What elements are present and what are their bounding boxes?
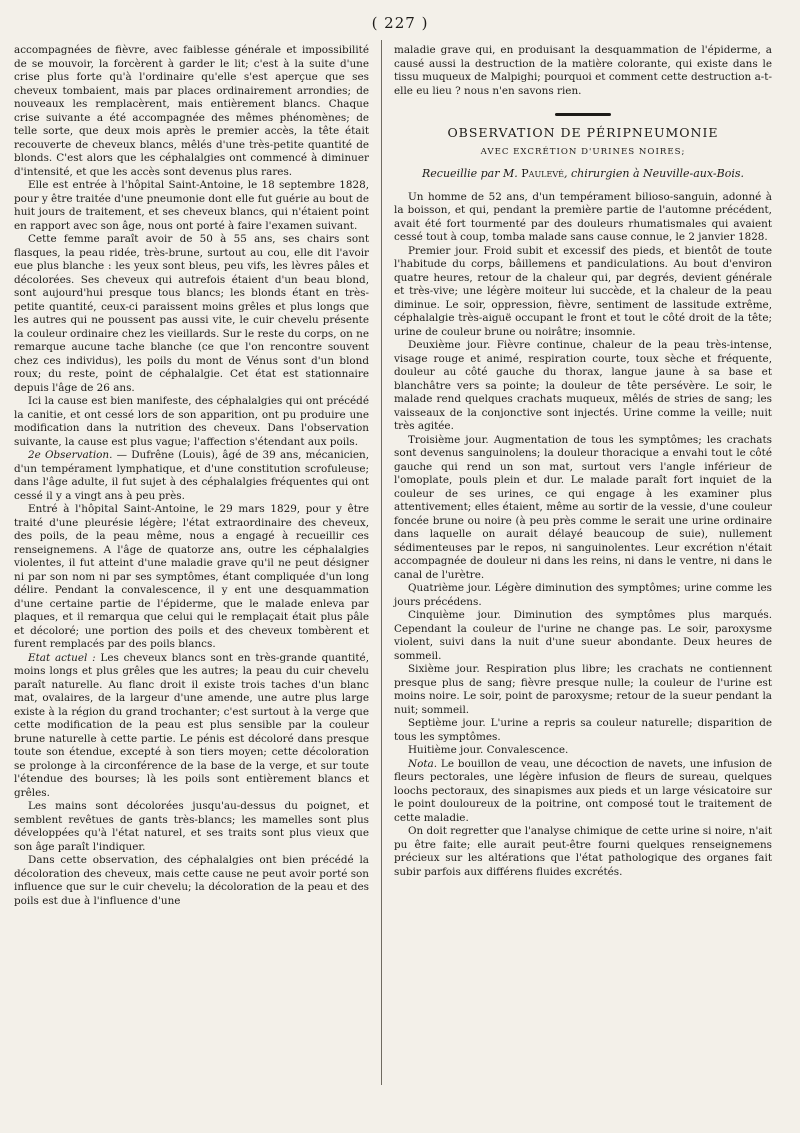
- paragraph: maladie grave qui, en produisant la desquammation de l'épiderme, a causé aussi la destruction de la matière colorante, qui existe dans le tissu muqueux de Malpighi; pourquoi et comment cette destruction a-t-elle eu lieu ? nous n'en savons rien.: [394, 44, 772, 97]
- byline: [394, 167, 772, 181]
- section-subtitle: AVEC EXCRÉTION D'URINES NOIRES;: [480, 146, 686, 157]
- paragraph: accompagnées de fièvre, avec faiblesse générale et impossibilité de se mouvoir, la forcèrent à garder le lit; c'est à la suite d'une crise plus forte qu'à l'ordinaire qu'elle s'est aperçue que ses cheveux tombaient, mais par places ordinairement arrondies; de nouveaux les remplacèrent, mais entièrement blancs. Chaque crise suivante a été accompagnée des mêmes phénomènes; de telle sorte, que deux mois après le premier accès, la tête était recouverte de cheveux blancs, mêlés d'une très-petite quantité de blonds. C'est alors que les céphalalgies ont commencé à diminuer d'intensité, et que les accès sont devenus plus rares.: [14, 44, 369, 178]
- paragraph: Huitième jour. Convalescence.: [408, 744, 569, 756]
- section-title: OBSERVATION DE PÉRIPNEUMONIE: [447, 125, 719, 140]
- right-column: [394, 44, 772, 879]
- paragraph-text: Le bouillon de veau, une décoction de navets, une infusion de fleurs pectorales, une légère infusion de fleurs de sureau, quelques loochs pectoraux, des sinapismes aux pieds et un large vésicatoire sur le point douloureux de la poitrine, ont composé tout le traitement de cette maladie.: [394, 757, 772, 824]
- paragraph: Ici la cause est bien manifeste, des céphalalgies qui ont précédé la canitie, et ont cessé lors de son apparition, ont pu produire une modification dans la nutrition des cheveux. Dans l'observation suivante, la cause est plus vague; l'affection s'étendant aux poils.: [14, 395, 369, 448]
- paragraph: Cette femme paraît avoir de 50 à 55 ans, ses chairs sont flasques, la peau ridée, très-brune, surtout au cou, elle dit l'avoir eue plus blanche : les yeux sont bleus, peu vifs, les lèvres pâles et décolorées. Ses cheveux qui autrefois étaient d'un beau blond, sont aujourd'hui presque tous blancs; les blonds étant en très-petite quantité, ceux-ci paraissent moins grêles et plus longs que les autres qui ne poussent pas aussi vite, le cuir chevelu présente la couleur ordinaire chez les vieillards. Sur le reste du corps, on ne remarque aucune tache blanche (ce que l'on rencontre souvent chez ces individus), les poils du mont de Vénus sont d'un blond roux; du reste, point de céphalalgie. Cet état est stationnaire depuis l'âge de 26 ans.: [14, 233, 369, 394]
- paragraph-text: Les cheveux blancs sont en très-grande quantité, moins longs et plus grêles que les autres; la peau du cuir chevelu paraît naturelle. Au flanc droit il existe trois taches d'un blanc mat, ovalaires, de la largeur d'une amende, une autre plus large existe à la région du grand trochanter; c'est surtout à la verge que cette modification de la peau est plus sensible par la couleur brune naturelle à cette partie. Le pénis est décoloré dans presque toute son étendue, excepté à son tiers moyen; cette décoloration se prolonge à la circonférence de la base de la verge, et sur toute l'étendue des bourses; là les poils sont entièrement blancs et grêles.: [14, 651, 369, 799]
- paragraph: Entré à l'hôpital Saint-Antoine, le 29 mars 1829, pour y être traité d'une pleurésie légère; l'état extraordinaire des cheveux, des poils, de la peau même, nous a engagé à recueillir ces renseignemens. A l'âge de quatorze ans, outre les céphalalgies violentes, il fut atteint d'une maladie grave qu'il ne peut désigner ni par son nom ni par ses symptômes, étant compliquée d'un long délire. Pendant la convalescence, il y ent une desquammation d'une certaine partie de l'épiderme, que le malade enleva par plaques, et il remarqua que celui qui le remplaçait était plus pâle et décoloré; une portion des poils et des cheveux tombèrent et furent remplacés par des poils blancs.: [14, 503, 369, 650]
- page-number: ( 227 ): [371, 14, 429, 32]
- byline-prefix: Recueillie par M.: [422, 167, 518, 180]
- paragraph: Deuxième jour. Fièvre continue, chaleur de la peau très-intense, visage rouge et animé, respiration courte, toux sèche et fréquente, douleur au côté gauche du thorax, langue jaune à sa base et blanchâtre vers sa pointe; la douleur de tête persévère. Le soir, le malade rend quelques crachats muqueux, mêlés de stries de sang; les vaisseaux de la conjonctive sont injectés. Urine comme la veille; nuit très agitée.: [394, 339, 772, 432]
- paragraph: [14, 449, 369, 503]
- ornament-divider: [394, 108, 772, 114]
- paragraph: Quatrième jour. Légère diminution des symptômes; urine comme les jours précédens.: [394, 582, 772, 608]
- paragraph: [14, 652, 369, 801]
- paragraph: Les mains sont décolorées jusqu'au-dessus du poignet, et semblent revêtues de gants très-blancs; les mamelles sont plus développées qu'à l'état naturel, et ses traits sont plus vieux que son âge paraît l'indiquer.: [14, 800, 369, 853]
- byline-author: Paulevé: [521, 167, 564, 180]
- paragraph: Elle est entrée à l'hôpital Saint-Antoine, le 18 septembre 1828, pour y être traitée d'une pneumonie dont elle fut guérie au bout de huit jours de traitement, et ses cheveux blancs, qui n'étaient point en rapport avec son âge, nous ont porté à faire l'examen suivant.: [14, 179, 369, 232]
- paragraph: [394, 758, 772, 826]
- paragraph: Cinquième jour. Diminution des symptômes plus marqués. Cependant la couleur de l'urine ne change pas. Le soir, paroxysme violent, suivi dans la nuit d'une sueur abondante. Deux heures de sommeil.: [394, 609, 772, 662]
- paragraph: Troisième jour. Augmentation de tous les symptômes; les crachats sont devenus sanguinolens; la douleur thoracique a envahi tout le côté gauche qui rend un son mat, surtout vers l'angle inférieur de l'omoplate, pouls plein et dur. Le malade paraît fort inquiet de la couleur de ses urines, ce qui engage à les examiner plus attentivement; elles étaient, même au sortir de la vessie, d'une couleur foncée brune ou noire (à peu près comme le serait une urine ordinaire dans laquelle on aurait délayé beaucoup de suie), nullement sédimenteuses par le repos, ni sanguinolentes. Leur excrétion n'était accompagnée de douleur ni dans les reins, ni dans le ventre, ni dans le canal de l'urètre.: [394, 433, 772, 581]
- paragraph: Dans cette observation, des céphalalgies ont bien précédé la décoloration des cheveux, mais cette cause ne peut avoir porté son influence que sur le cuir chevelu; la décoloration de la peau et des poils est due à l'influence d'une: [14, 854, 369, 907]
- byline-suffix: , chirurgien à Neuville-aux-Bois.: [563, 167, 744, 180]
- paragraph: Premier jour. Froid subit et excessif des pieds, et bientôt de toute l'habitude du corps, bâillemens et pandiculations. Au bout d'environ quatre heures, retour de la chaleur qui, par degrés, devient générale et très-vive; une légère moiteur lui succède, et la chaleur de la peau diminue. Le soir, oppression, fièvre, sentiment de lassitude extrême, céphalalgie très-aiguë occupant le front et tout le côté droit de la tête; urine de couleur brune ou noirâtre; insomnie.: [394, 244, 772, 338]
- paragraph: On doit regretter que l'analyse chimique de cette urine si noire, n'ait pu être faite; elle aurait peut-être fourni quelques renseignemens précieux sur les altérations que l'état pathologique des organes fait subir parfois aux différens fluides excrétés.: [394, 825, 772, 878]
- paragraph: Septième jour. L'urine a repris sa couleur naturelle; disparition de tous les symptômes.: [394, 717, 772, 743]
- column-divider: [381, 40, 382, 1085]
- state-lead: Etat actuel :: [28, 651, 96, 664]
- left-column: [14, 44, 369, 908]
- paragraph: Un homme de 52 ans, d'un tempérament bilioso-sanguin, adonné à la boisson, et qui, pendant la première partie de l'automne précédent, avait été fort tourmenté par des douleurs rhumatismales qui avaient cessé tout à coup, tomba malade sans cause connue, le 2 janvier 1828.: [394, 190, 772, 243]
- observation-lead: 2e Observation.: [28, 449, 113, 461]
- nota-lead: Nota.: [408, 757, 438, 770]
- paragraph-text: — Dufrêne (Louis), âgé de 39 ans, mécanicien, d'un tempérament lymphatique, et d'une constitution scrofuleuse; dans l'âge adulte, il fut sujet à des céphalalgies fréquentes qui ont cessé il y a vingt ans à peu près.: [14, 449, 369, 502]
- paragraph: Sixième jour. Respiration plus libre; les crachats ne contiennent presque plus de sang; fièvre presque nulle; la couleur de l'urine est moins noire. Le soir, point de paroxysme; retour de la sueur pendant la nuit; sommeil.: [394, 663, 772, 716]
